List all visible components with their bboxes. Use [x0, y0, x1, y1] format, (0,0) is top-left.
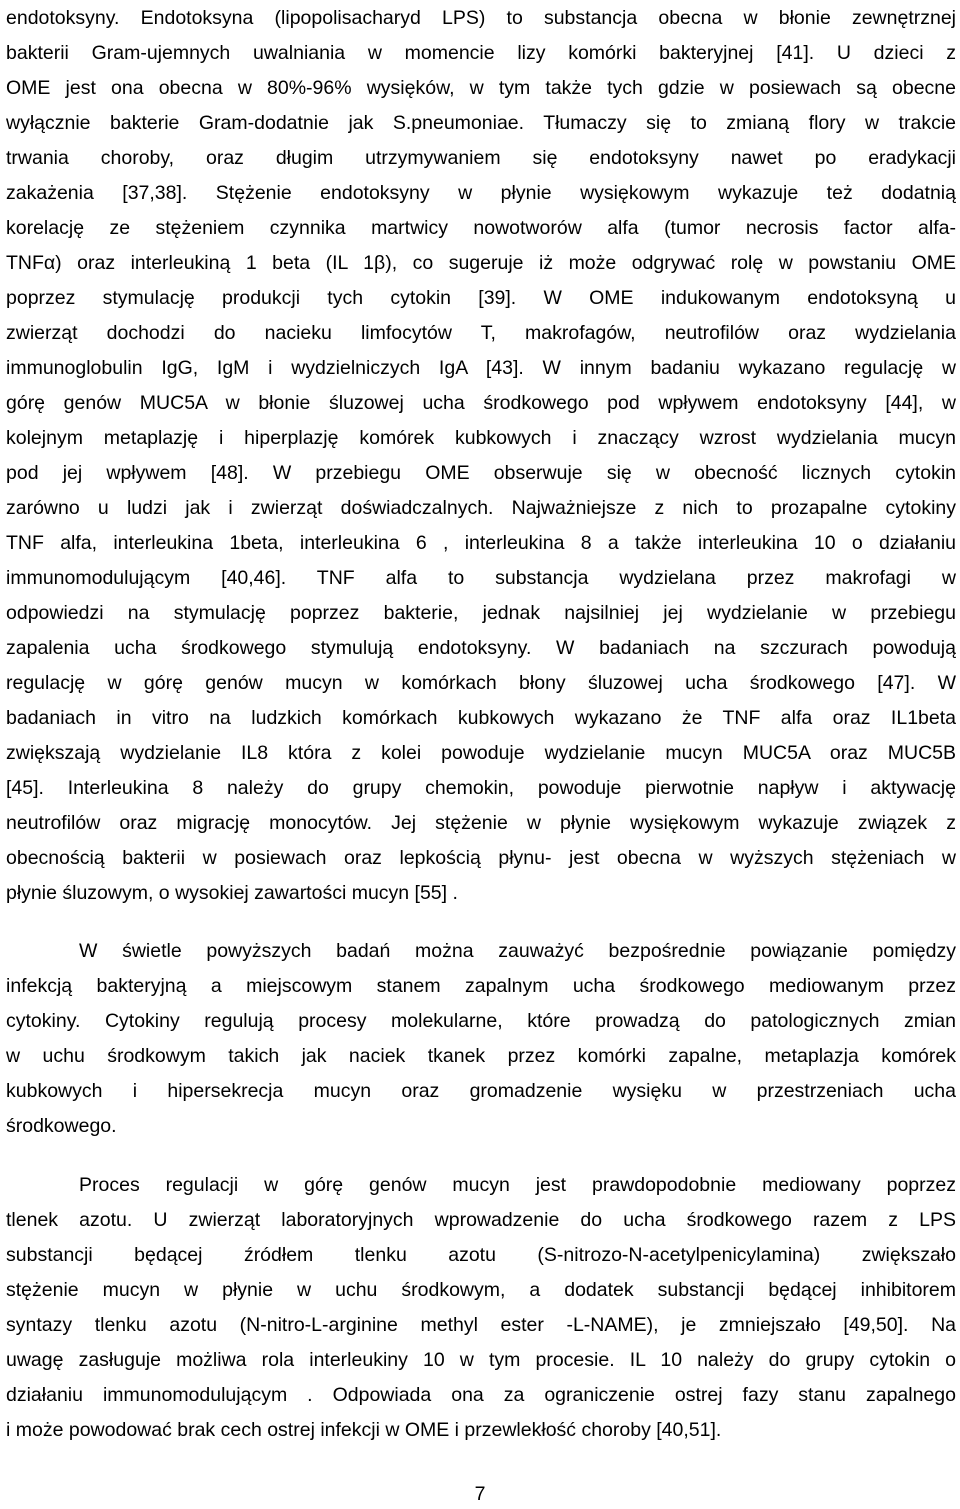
- text-line: immunoglobulin IgG, IgM i wydzielniczych IgA [43]. W innym badaniu wykazano regulację w: [6, 357, 956, 379]
- text-line: działaniu immunomodulującym . Odpowiada ona za ograniczenie ostrej fazy stanu zapalnego: [6, 1384, 956, 1406]
- text-line: Proces regulacji w górę genów mucyn jest prawdopodobnie mediowany poprzez: [79, 1174, 956, 1196]
- text-line: zapalenia ucha środkowego stymulują endotoksyny. W badaniach na szczurach powodują: [6, 637, 956, 659]
- text-line: infekcją bakteryjną a miejscowym stanem zapalnym ucha środkowego mediowanym przez: [6, 975, 956, 997]
- text-line: i może powodować brak cech ostrej infekcji w OME i przewlekłość choroby [40,51].: [6, 1419, 722, 1441]
- text-line: w uchu środkowym takich jak naciek tkanek przez komórki zapalne, metaplazja komórek: [6, 1045, 956, 1067]
- text-line: płynie śluzowym, o wysokiej zawartości mucyn [55] .: [6, 882, 458, 904]
- text-line: cytokiny. Cytokiny regulują procesy molekularne, które prowadzą do patologicznych zmian: [6, 1010, 956, 1032]
- text-line: substancji będącej źródłem tlenku azotu (S-nitrozo-N-acetylpenicylamina) zwiększało: [6, 1244, 956, 1266]
- text-line: wyłącznie bakterie Gram-dodatnie jak S.pneumoniae. Tłumaczy się to zmianą flory w trakcie: [6, 112, 956, 134]
- text-line: korelację ze stężeniem czynnika martwicy nowotworów alfa (tumor necrosis factor alfa-: [6, 217, 956, 239]
- text-line: neutrofilów oraz migrację monocytów. Jej stężenie w płynie wysiękowym wykazuje związek z: [6, 812, 956, 834]
- text-line: zwierząt dochodzi do nacieku limfocytów T, makrofagów, neutrofilów oraz wydzielania: [6, 322, 956, 344]
- text-line: pod jej wpływem [48]. W przebiegu OME obserwuje się w obecność licznych cytokin: [6, 462, 956, 484]
- text-line: regulację w górę genów mucyn w komórkach błony śluzowej ucha środkowego [47]. W: [6, 672, 956, 694]
- text-line: środkowego.: [6, 1115, 117, 1137]
- text-line: TNF alfa, interleukina 1beta, interleukina 6 , interleukina 8 a także interleukina 10 o działaniu: [6, 532, 956, 554]
- text-line: TNFα) oraz interleukiną 1 beta (IL 1β), co sugeruje iż może odgrywać rolę w powstaniu OME: [6, 252, 956, 274]
- text-line: poprzez stymulację produkcji tych cytokin [39]. W OME indukowanym endotoksyną u: [6, 287, 956, 309]
- text-line: tlenek azotu. U zwierząt laboratoryjnych wprowadzenie do ucha środkowego razem z LPS: [6, 1209, 956, 1231]
- text-line: odpowiedzi na stymulację poprzez bakterie, jednak najsilniej jej wydzielanie w przebiegu: [6, 602, 956, 624]
- page-number: 7: [474, 1483, 486, 1505]
- text-line: zwiększają wydzielanie IL8 która z kolei powoduje wydzielanie mucyn MUC5A oraz MUC5B: [6, 742, 956, 764]
- text-line: zakażenia [37,38]. Stężenie endotoksyny w płynie wysiękowym wykazuje też dodatnią: [6, 182, 956, 204]
- text-line: bakterii Gram-ujemnych uwalniania w momencie lizy komórki bakteryjnej [41]. U dzieci z: [6, 42, 956, 64]
- text-line: endotoksyny. Endotoksyna (lipopolisacharyd LPS) to substancja obecna w błonie zewnętrznej: [6, 7, 956, 29]
- text-line: obecnością bakterii w posiewach oraz lepkością płynu- jest obecna w wyższych stężeniach w: [6, 847, 956, 869]
- text-line: uwagę zasługuje możliwa rola interleukiny 10 w tym procesie. IL 10 należy do grupy cytokin o: [6, 1349, 956, 1371]
- text-line: górę genów MUC5A w błonie śluzowej ucha środkowego pod wpływem endotoksyny [44], w: [6, 392, 956, 414]
- text-line: kubkowych i hipersekrecja mucyn oraz gromadzenie wysięku w przestrzeniach ucha: [6, 1080, 956, 1102]
- text-line: trwania choroby, oraz długim utrzymywaniem się endotoksyny nawet po eradykacji: [6, 147, 956, 169]
- text-line: badaniach in vitro na ludzkich komórkach kubkowych wykazano że TNF alfa oraz IL1beta: [6, 707, 956, 729]
- text-line: zarówno u ludzi jak i zwierząt doświadczalnych. Najważniejsze z nich to prozapalne cytokiny: [6, 497, 956, 519]
- text-line: W świetle powyższych badań można zauważyć bezpośrednie powiązanie pomiędzy: [79, 940, 956, 962]
- text-line: immunomodulującym [40,46]. TNF alfa to substancja wydzielana przez makrofagi w: [6, 567, 956, 589]
- text-line: OME jest ona obecna w 80%-96% wysięków, w tym także tych gdzie w posiewach są obecne: [6, 77, 956, 99]
- text-line: [45]. Interleukina 8 należy do grupy chemokin, powoduje pierwotnie napływ i aktywację: [6, 777, 956, 799]
- text-line: kolejnym metaplazję i hiperplazję komórek kubkowych i znaczący wzrost wydzielania mucyn: [6, 427, 956, 449]
- text-line: syntazy tlenku azotu (N-nitro-L-arginine methyl ester -L-NAME), je zmniejszało [49,50]. Na: [6, 1314, 956, 1336]
- text-line: stężenie mucyn w płynie w uchu środkowym, a dodatek substancji będącej inhibitorem: [6, 1279, 956, 1301]
